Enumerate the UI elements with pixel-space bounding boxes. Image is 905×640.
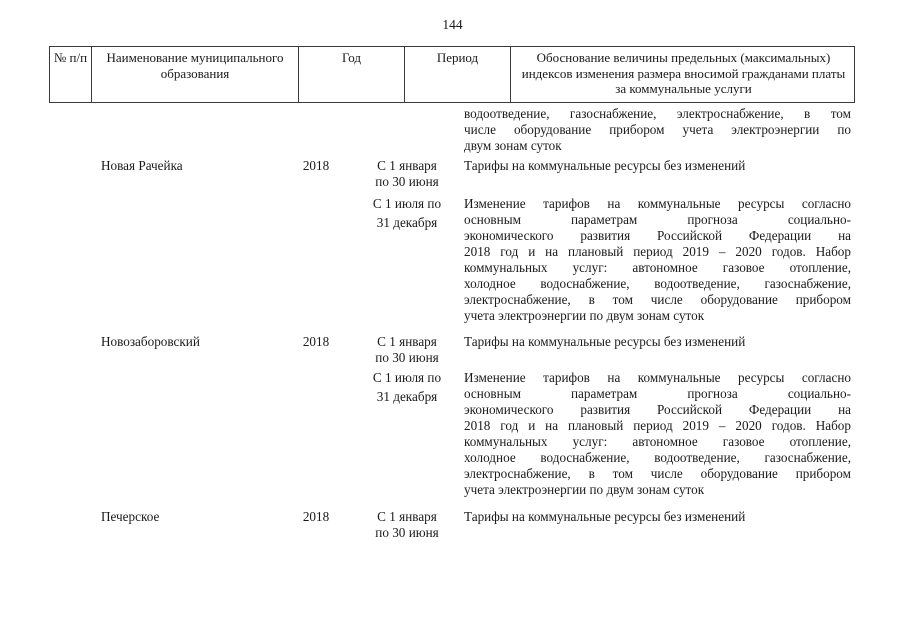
period-line: С 1 января xyxy=(377,158,437,173)
text-line: коммунальных услуг: автономное газовое отопление, xyxy=(464,434,851,449)
period-line: С 1 июля по xyxy=(372,196,442,211)
text-line: экономического развития Российской Федерации на xyxy=(464,228,851,243)
text-line: экономического развития Российской Федерации на xyxy=(464,402,851,417)
period-line: С 1 июля по xyxy=(372,370,442,385)
text-line: основным параметрам прогноза социально- xyxy=(464,212,851,227)
municipality-name: Новая Рачейка xyxy=(101,158,183,173)
text-line: холодное водоснабжение, водоотведение, газоснабжение, xyxy=(464,276,851,291)
text-line: основным параметрам прогноза социально- xyxy=(464,386,851,401)
basis-second-half xyxy=(464,196,851,324)
text-line: Изменение тарифов на коммунальные ресурсы согласно xyxy=(464,196,851,211)
period-line: 31 декабря xyxy=(376,389,438,404)
period-line: С 1 января xyxy=(377,334,437,349)
text-line: учета электроэнергии по двум зонам суток xyxy=(464,308,705,323)
text-line: водоотведение, газоснабжение, электроснабжение, в том xyxy=(464,106,851,121)
period-line: по 30 июня xyxy=(375,525,439,540)
period-line: по 30 июня xyxy=(375,350,439,365)
year-value: 2018 xyxy=(302,334,330,349)
basis-first-half xyxy=(464,158,851,174)
text-line: Тарифы на коммунальные ресурсы без изменений xyxy=(464,158,746,173)
basis-first-half xyxy=(464,509,851,525)
text-line: 2018 год и на плановый период 2019 – 2020 годов. Набор xyxy=(464,418,851,433)
period-line: С 1 января xyxy=(377,509,437,524)
period-second-half xyxy=(359,370,455,405)
header-col-period: Период xyxy=(405,47,511,102)
header-col-basis: Обоснование величины предельных (максимальных) индексов изменения размера вносимой гражданами платы за коммунальные услуги xyxy=(521,50,846,96)
text-line: двум зонам суток xyxy=(464,138,562,153)
period-second-half xyxy=(359,196,455,231)
period-line: по 30 июня xyxy=(375,174,439,189)
header-col-year: Год xyxy=(299,47,405,102)
text-line: числе оборудование прибором учета электроэнергии по xyxy=(464,122,851,137)
basis-first-half xyxy=(464,334,851,350)
continuation-text xyxy=(464,106,851,154)
basis-second-half xyxy=(464,370,851,498)
text-line: электроснабжение, в том числе оборудование прибором xyxy=(464,292,851,307)
text-line: Изменение тарифов на коммунальные ресурсы согласно xyxy=(464,370,851,385)
municipality-name: Печерское xyxy=(101,509,160,524)
municipality-name: Новозаборовский xyxy=(101,334,200,349)
page-number: 144 xyxy=(442,17,463,32)
text-line: учета электроэнергии по двум зонам суток xyxy=(464,482,705,497)
text-line: Тарифы на коммунальные ресурсы без изменений xyxy=(464,509,746,524)
table-header xyxy=(49,46,855,103)
year-value: 2018 xyxy=(302,158,330,173)
period-line: 31 декабря xyxy=(376,215,438,230)
text-line: Тарифы на коммунальные ресурсы без изменений xyxy=(464,334,746,349)
period-first-half xyxy=(359,334,455,366)
year-value: 2018 xyxy=(302,509,330,524)
text-line: 2018 год и на плановый период 2019 – 2020 годов. Набор xyxy=(464,244,851,259)
header-col-municipality: Наименование муниципального образования xyxy=(92,47,299,102)
text-line: холодное водоснабжение, водоотведение, газоснабжение, xyxy=(464,450,851,465)
header-col-number: № п/п xyxy=(50,47,92,102)
period-first-half xyxy=(359,509,455,541)
period-first-half xyxy=(359,158,455,190)
text-line: коммунальных услуг: автономное газовое отопление, xyxy=(464,260,851,275)
text-line: электроснабжение, в том числе оборудование прибором xyxy=(464,466,851,481)
